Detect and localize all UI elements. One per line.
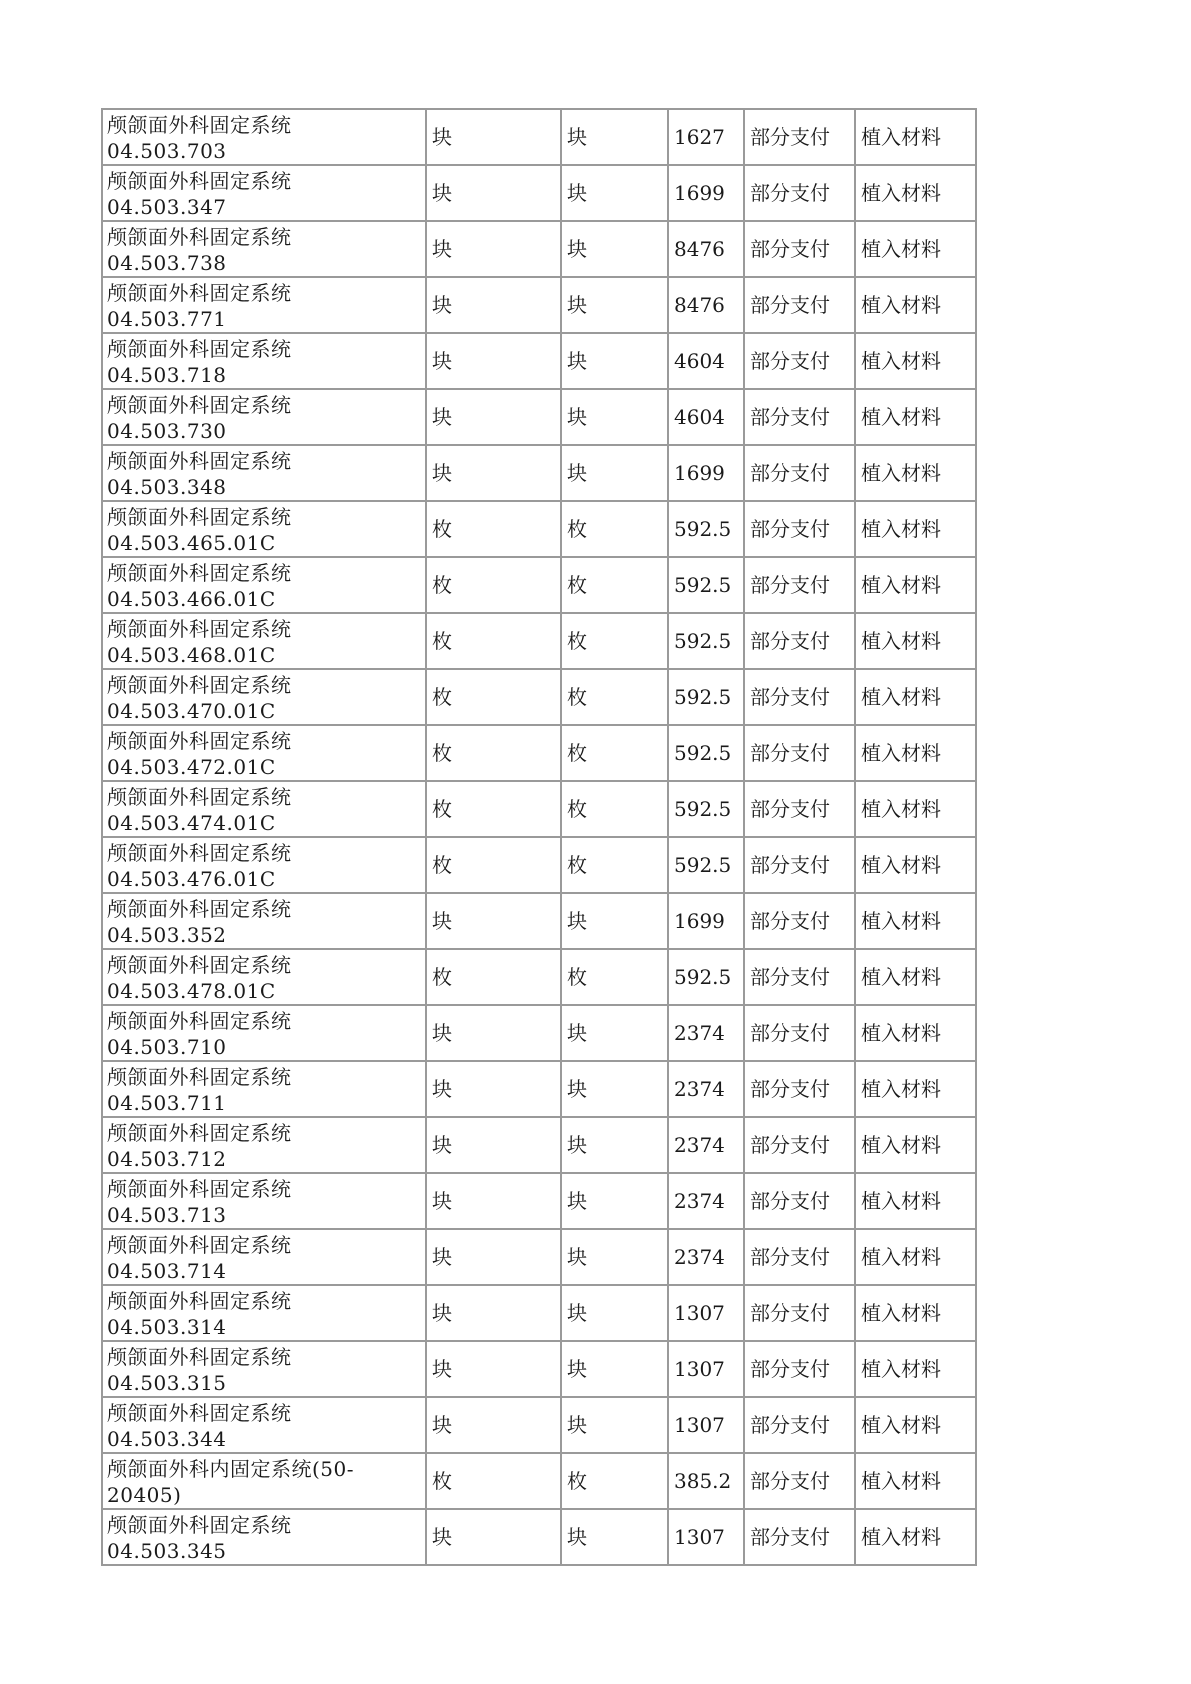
item-name: 颅颌面外科固定系统 xyxy=(107,785,292,809)
payment-type-cell: 部分支付 xyxy=(744,1173,855,1229)
table-row xyxy=(102,557,976,613)
item-code: 04.503.466.01C xyxy=(107,587,276,611)
price-cell: 1307 xyxy=(668,1397,744,1453)
table-row xyxy=(102,781,976,837)
price-cell: 592.5 xyxy=(668,669,744,725)
item-name: 颅颌面外科固定系统 xyxy=(107,673,292,697)
payment-type-cell: 部分支付 xyxy=(744,1509,855,1565)
table-row xyxy=(102,1341,976,1397)
table-row xyxy=(102,613,976,669)
payment-type-cell: 部分支付 xyxy=(744,1341,855,1397)
table-row xyxy=(102,501,976,557)
item-code: 04.503.713 xyxy=(107,1203,227,1227)
spec-unit-cell: 块 xyxy=(561,1509,668,1565)
price-cell: 1307 xyxy=(668,1285,744,1341)
item-code: 20405) xyxy=(107,1483,182,1507)
price-cell: 592.5 xyxy=(668,837,744,893)
spec-unit-cell: 枚 xyxy=(561,837,668,893)
category-cell: 植入材料 xyxy=(855,1341,976,1397)
unit-cell: 块 xyxy=(426,109,561,165)
spec-unit-cell: 块 xyxy=(561,1061,668,1117)
category-cell: 植入材料 xyxy=(855,1453,976,1509)
payment-type-cell: 部分支付 xyxy=(744,1285,855,1341)
item-code: 04.503.472.01C xyxy=(107,755,276,779)
item-name-cell xyxy=(102,1285,426,1341)
item-name-cell xyxy=(102,781,426,837)
item-name: 颅颌面外科固定系统 xyxy=(107,1345,292,1369)
item-code: 04.503.465.01C xyxy=(107,531,276,555)
payment-type-cell: 部分支付 xyxy=(744,1061,855,1117)
category-cell: 植入材料 xyxy=(855,1061,976,1117)
table-row xyxy=(102,445,976,501)
item-name: 颅颌面外科固定系统 xyxy=(107,897,292,921)
category-cell: 植入材料 xyxy=(855,1509,976,1565)
category-cell: 植入材料 xyxy=(855,389,976,445)
category-cell: 植入材料 xyxy=(855,837,976,893)
spec-unit-cell: 块 xyxy=(561,1117,668,1173)
item-name: 颅颌面外科固定系统 xyxy=(107,169,292,193)
table-body xyxy=(102,109,976,1565)
category-cell: 植入材料 xyxy=(855,109,976,165)
payment-type-cell: 部分支付 xyxy=(744,165,855,221)
category-cell: 植入材料 xyxy=(855,1229,976,1285)
price-cell: 592.5 xyxy=(668,781,744,837)
table-row xyxy=(102,1117,976,1173)
spec-unit-cell: 块 xyxy=(561,333,668,389)
category-cell: 植入材料 xyxy=(855,781,976,837)
item-name-cell xyxy=(102,221,426,277)
price-cell: 4604 xyxy=(668,333,744,389)
item-code: 04.503.703 xyxy=(107,139,227,163)
unit-cell: 块 xyxy=(426,333,561,389)
unit-cell: 块 xyxy=(426,1173,561,1229)
item-name-cell xyxy=(102,165,426,221)
item-name-cell xyxy=(102,725,426,781)
item-name: 颅颌面外科固定系统 xyxy=(107,617,292,641)
unit-cell: 块 xyxy=(426,1229,561,1285)
spec-unit-cell: 枚 xyxy=(561,1453,668,1509)
category-cell: 植入材料 xyxy=(855,1397,976,1453)
payment-type-cell: 部分支付 xyxy=(744,109,855,165)
payment-type-cell: 部分支付 xyxy=(744,781,855,837)
item-name-cell xyxy=(102,669,426,725)
unit-cell: 块 xyxy=(426,445,561,501)
price-cell: 2374 xyxy=(668,1005,744,1061)
unit-cell: 枚 xyxy=(426,837,561,893)
price-cell: 2374 xyxy=(668,1173,744,1229)
item-name: 颅颌面外科固定系统 xyxy=(107,1401,292,1425)
item-name-cell xyxy=(102,1005,426,1061)
unit-cell: 块 xyxy=(426,165,561,221)
item-name: 颅颌面外科固定系统 xyxy=(107,449,292,473)
price-cell: 2374 xyxy=(668,1117,744,1173)
item-name-cell xyxy=(102,1509,426,1565)
payment-type-cell: 部分支付 xyxy=(744,277,855,333)
item-name: 颅颌面外科固定系统 xyxy=(107,225,292,249)
category-cell: 植入材料 xyxy=(855,557,976,613)
payment-type-cell: 部分支付 xyxy=(744,1229,855,1285)
spec-unit-cell: 枚 xyxy=(561,501,668,557)
category-cell: 植入材料 xyxy=(855,333,976,389)
table-row xyxy=(102,333,976,389)
price-cell: 385.2 xyxy=(668,1453,744,1509)
item-code: 04.503.348 xyxy=(107,475,227,499)
price-cell: 8476 xyxy=(668,221,744,277)
price-table xyxy=(101,108,977,1566)
item-code: 04.503.710 xyxy=(107,1035,227,1059)
item-name-cell xyxy=(102,1229,426,1285)
table-row xyxy=(102,837,976,893)
payment-type-cell: 部分支付 xyxy=(744,445,855,501)
item-name: 颅颌面外科固定系统 xyxy=(107,281,292,305)
item-name: 颅颌面外科固定系统 xyxy=(107,729,292,753)
category-cell: 植入材料 xyxy=(855,277,976,333)
item-name: 颅颌面外科固定系统 xyxy=(107,393,292,417)
item-name-cell xyxy=(102,1173,426,1229)
item-name: 颅颌面外科固定系统 xyxy=(107,1009,292,1033)
payment-type-cell: 部分支付 xyxy=(744,837,855,893)
table-row xyxy=(102,1509,976,1565)
table-row xyxy=(102,389,976,445)
payment-type-cell: 部分支付 xyxy=(744,221,855,277)
price-cell: 1699 xyxy=(668,165,744,221)
spec-unit-cell: 块 xyxy=(561,389,668,445)
category-cell: 植入材料 xyxy=(855,221,976,277)
table-row xyxy=(102,165,976,221)
spec-unit-cell: 块 xyxy=(561,445,668,501)
table-row xyxy=(102,669,976,725)
item-name: 颅颌面外科固定系统 xyxy=(107,953,292,977)
price-cell: 592.5 xyxy=(668,949,744,1005)
item-name-cell xyxy=(102,837,426,893)
item-code: 04.503.315 xyxy=(107,1371,227,1395)
item-name-cell xyxy=(102,501,426,557)
payment-type-cell: 部分支付 xyxy=(744,1453,855,1509)
item-name-cell xyxy=(102,557,426,613)
item-name: 颅颌面外科固定系统 xyxy=(107,1177,292,1201)
spec-unit-cell: 块 xyxy=(561,109,668,165)
price-cell: 1699 xyxy=(668,893,744,949)
price-cell: 592.5 xyxy=(668,501,744,557)
spec-unit-cell: 枚 xyxy=(561,725,668,781)
table-row xyxy=(102,1397,976,1453)
payment-type-cell: 部分支付 xyxy=(744,1117,855,1173)
unit-cell: 枚 xyxy=(426,725,561,781)
price-cell: 1627 xyxy=(668,109,744,165)
spec-unit-cell: 块 xyxy=(561,1229,668,1285)
item-code: 04.503.314 xyxy=(107,1315,227,1339)
item-code: 04.503.771 xyxy=(107,307,227,331)
spec-unit-cell: 块 xyxy=(561,1397,668,1453)
item-code: 04.503.468.01C xyxy=(107,643,276,667)
unit-cell: 枚 xyxy=(426,501,561,557)
spec-unit-cell: 块 xyxy=(561,1285,668,1341)
unit-cell: 块 xyxy=(426,1061,561,1117)
unit-cell: 块 xyxy=(426,1509,561,1565)
item-name-cell xyxy=(102,893,426,949)
item-code: 04.503.718 xyxy=(107,363,227,387)
table-row xyxy=(102,725,976,781)
spec-unit-cell: 枚 xyxy=(561,613,668,669)
payment-type-cell: 部分支付 xyxy=(744,669,855,725)
unit-cell: 块 xyxy=(426,1117,561,1173)
item-code: 04.503.347 xyxy=(107,195,227,219)
item-name: 颅颌面外科固定系统 xyxy=(107,505,292,529)
item-name-cell xyxy=(102,333,426,389)
table-row xyxy=(102,949,976,1005)
price-cell: 1307 xyxy=(668,1341,744,1397)
spec-unit-cell: 块 xyxy=(561,221,668,277)
category-cell: 植入材料 xyxy=(855,893,976,949)
unit-cell: 枚 xyxy=(426,669,561,725)
payment-type-cell: 部分支付 xyxy=(744,501,855,557)
payment-type-cell: 部分支付 xyxy=(744,1397,855,1453)
payment-type-cell: 部分支付 xyxy=(744,949,855,1005)
item-name: 颅颌面外科内固定系统(50- xyxy=(107,1457,355,1481)
spec-unit-cell: 块 xyxy=(561,165,668,221)
item-name-cell xyxy=(102,1341,426,1397)
price-cell: 1307 xyxy=(668,1509,744,1565)
item-name-cell xyxy=(102,613,426,669)
item-name-cell xyxy=(102,1453,426,1509)
category-cell: 植入材料 xyxy=(855,725,976,781)
item-name: 颅颌面外科固定系统 xyxy=(107,1121,292,1145)
category-cell: 植入材料 xyxy=(855,1005,976,1061)
spec-unit-cell: 块 xyxy=(561,893,668,949)
unit-cell: 枚 xyxy=(426,1453,561,1509)
item-name-cell xyxy=(102,949,426,1005)
item-code: 04.503.344 xyxy=(107,1427,227,1451)
spec-unit-cell: 枚 xyxy=(561,781,668,837)
table-row xyxy=(102,1173,976,1229)
unit-cell: 枚 xyxy=(426,781,561,837)
item-name-cell xyxy=(102,1397,426,1453)
item-name: 颅颌面外科固定系统 xyxy=(107,1233,292,1257)
spec-unit-cell: 枚 xyxy=(561,669,668,725)
item-name-cell xyxy=(102,109,426,165)
unit-cell: 块 xyxy=(426,389,561,445)
payment-type-cell: 部分支付 xyxy=(744,389,855,445)
item-name-cell xyxy=(102,389,426,445)
item-name: 颅颌面外科固定系统 xyxy=(107,561,292,585)
spec-unit-cell: 块 xyxy=(561,277,668,333)
item-name: 颅颌面外科固定系统 xyxy=(107,1513,292,1537)
price-cell: 2374 xyxy=(668,1229,744,1285)
category-cell: 植入材料 xyxy=(855,501,976,557)
price-cell: 1699 xyxy=(668,445,744,501)
payment-type-cell: 部分支付 xyxy=(744,613,855,669)
unit-cell: 块 xyxy=(426,221,561,277)
payment-type-cell: 部分支付 xyxy=(744,725,855,781)
unit-cell: 块 xyxy=(426,893,561,949)
unit-cell: 块 xyxy=(426,1341,561,1397)
price-cell: 2374 xyxy=(668,1061,744,1117)
category-cell: 植入材料 xyxy=(855,445,976,501)
item-code: 04.503.352 xyxy=(107,923,227,947)
unit-cell: 枚 xyxy=(426,949,561,1005)
table-row xyxy=(102,277,976,333)
category-cell: 植入材料 xyxy=(855,165,976,221)
payment-type-cell: 部分支付 xyxy=(744,1005,855,1061)
spec-unit-cell: 枚 xyxy=(561,557,668,613)
payment-type-cell: 部分支付 xyxy=(744,893,855,949)
item-code: 04.503.476.01C xyxy=(107,867,276,891)
table-row xyxy=(102,1061,976,1117)
unit-cell: 块 xyxy=(426,1397,561,1453)
unit-cell: 块 xyxy=(426,1005,561,1061)
category-cell: 植入材料 xyxy=(855,1285,976,1341)
spec-unit-cell: 块 xyxy=(561,1005,668,1061)
table-row xyxy=(102,1453,976,1509)
payment-type-cell: 部分支付 xyxy=(744,333,855,389)
spec-unit-cell: 块 xyxy=(561,1341,668,1397)
item-code: 04.503.730 xyxy=(107,419,227,443)
price-cell: 592.5 xyxy=(668,613,744,669)
category-cell: 植入材料 xyxy=(855,1117,976,1173)
category-cell: 植入材料 xyxy=(855,669,976,725)
table-row xyxy=(102,893,976,949)
price-cell: 8476 xyxy=(668,277,744,333)
item-name-cell xyxy=(102,277,426,333)
item-code: 04.503.738 xyxy=(107,251,227,275)
unit-cell: 块 xyxy=(426,277,561,333)
table-row xyxy=(102,1285,976,1341)
item-code: 04.503.478.01C xyxy=(107,979,276,1003)
spec-unit-cell: 块 xyxy=(561,1173,668,1229)
payment-type-cell: 部分支付 xyxy=(744,557,855,613)
category-cell: 植入材料 xyxy=(855,613,976,669)
item-name: 颅颌面外科固定系统 xyxy=(107,113,292,137)
item-code: 04.503.345 xyxy=(107,1539,227,1563)
table-row xyxy=(102,1229,976,1285)
item-code: 04.503.712 xyxy=(107,1147,227,1171)
table-row xyxy=(102,1005,976,1061)
price-cell: 592.5 xyxy=(668,725,744,781)
table-row xyxy=(102,221,976,277)
item-code: 04.503.470.01C xyxy=(107,699,276,723)
item-name: 颅颌面外科固定系统 xyxy=(107,841,292,865)
item-code: 04.503.714 xyxy=(107,1259,227,1283)
item-name: 颅颌面外科固定系统 xyxy=(107,337,292,361)
item-name-cell xyxy=(102,445,426,501)
item-name: 颅颌面外科固定系统 xyxy=(107,1065,292,1089)
unit-cell: 块 xyxy=(426,1285,561,1341)
item-code: 04.503.474.01C xyxy=(107,811,276,835)
category-cell: 植入材料 xyxy=(855,1173,976,1229)
price-cell: 4604 xyxy=(668,389,744,445)
table-row xyxy=(102,109,976,165)
category-cell: 植入材料 xyxy=(855,949,976,1005)
unit-cell: 枚 xyxy=(426,557,561,613)
price-cell: 592.5 xyxy=(668,557,744,613)
item-code: 04.503.711 xyxy=(107,1091,227,1115)
item-name-cell xyxy=(102,1061,426,1117)
spec-unit-cell: 枚 xyxy=(561,949,668,1005)
item-name: 颅颌面外科固定系统 xyxy=(107,1289,292,1313)
item-name-cell xyxy=(102,1117,426,1173)
unit-cell: 枚 xyxy=(426,613,561,669)
